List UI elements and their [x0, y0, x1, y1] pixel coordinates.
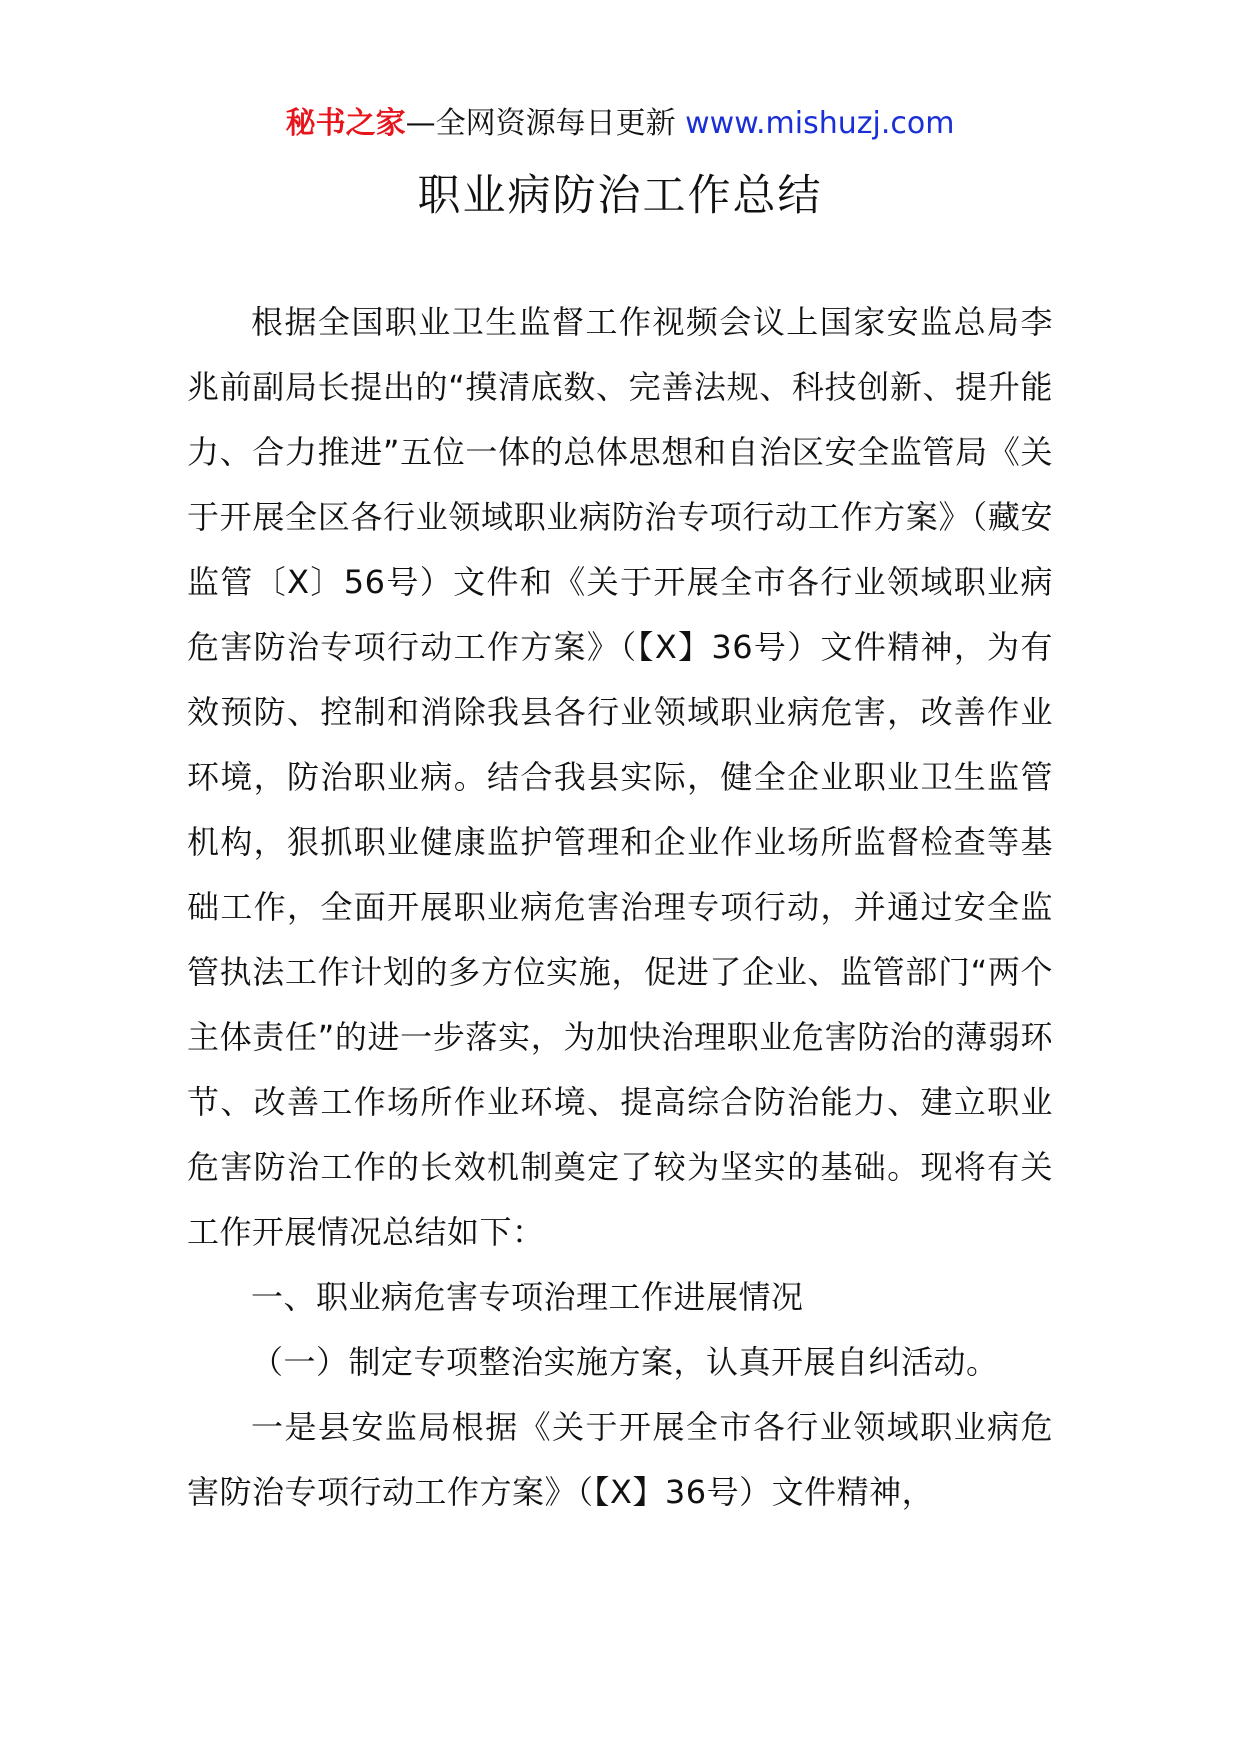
section-heading: 一、职业病危害专项治理工作进展情况: [251, 1278, 804, 1316]
paragraph-intro: 根据全国职业卫生监督工作视频会议上国家安监总局李兆前副局长提出的“摸清底数、完善法规、科技创新、提升能力、合力推进”五位一体的总体思想和自治区安全监管局《关于开展全区各行业领域职业病防治专项行动工作方案》（藏安监管〔X〕56号）文件和《关于开展全市各行业领域职业病危害防治专项行动工作方案》（【X】36号）文件精神，为有效预防、控制和消除我县各行业领域职业病危害，改善作业环境，防治职业病。结合我县实际，健全企业职业卫生监管机构，狠抓职业健康监护管理和企业作业场所监督检查等基础工作，全面开展职业病危害治理专项行动，并通过安全监管执法工作计划的多方位实施，促进了企业、监管部门“两个主体责任”的进一步落实，为加快治理职业危害防治的薄弱环节、改善工作场所作业环境、提高综合防治能力、建立职业危害防治工作的长效机制奠定了较为坚实的基础。现将有关工作开展情况总结如下：: [187, 303, 1053, 1251]
document-title: 职业病防治工作总结: [417, 171, 823, 221]
site-url-link[interactable]: www.mishuzj.com: [685, 106, 955, 141]
document-body: [187, 290, 1053, 1525]
page-header: [0, 100, 1240, 148]
subsection-heading: （一）制定专项整治实施方案，认真开展自纠活动。: [251, 1343, 999, 1381]
header-tagline: —全网资源每日更新: [405, 106, 686, 141]
brand-name: 秘书之家: [285, 106, 406, 141]
paragraph-item-one: 一是县安监局根据《关于开展全市各行业领域职业病危害防治专项行动工作方案》（【X】36号）文件精神，: [187, 1408, 1053, 1511]
